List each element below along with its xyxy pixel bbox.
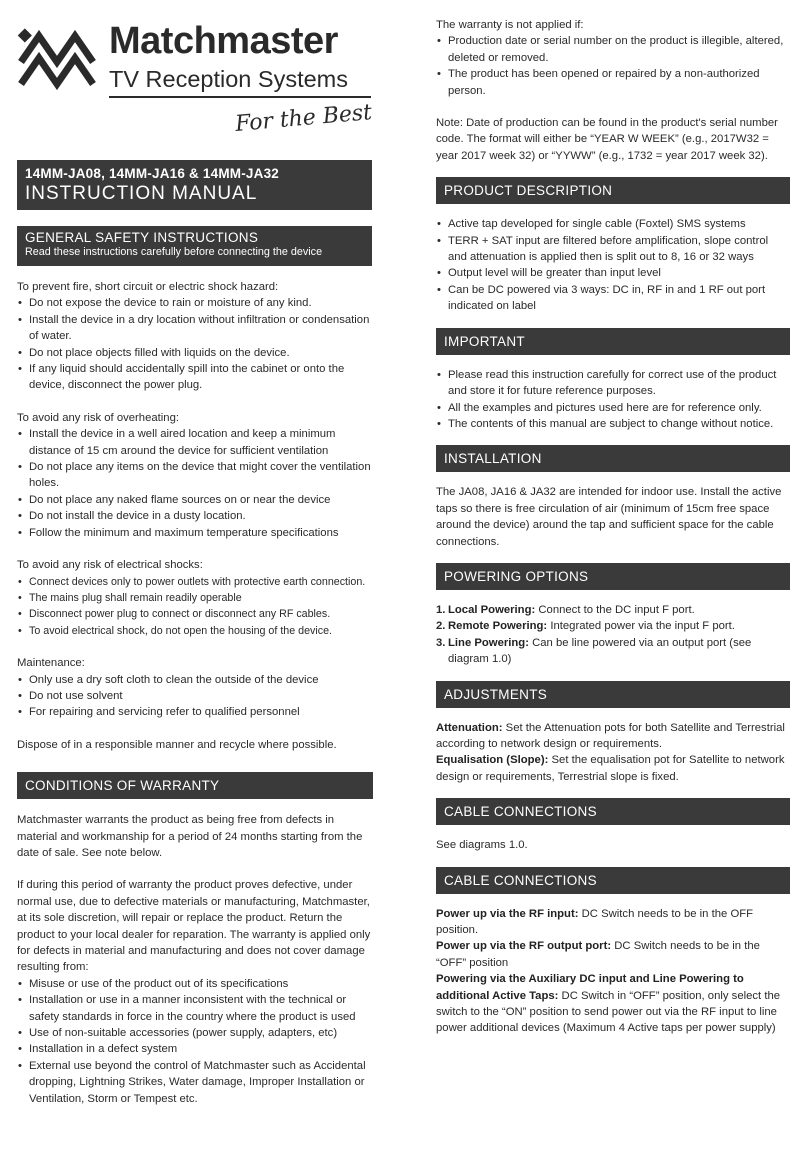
shock-list (17, 574, 373, 640)
dispose-note: Dispose of in a responsible manner and recycle where possible. (17, 738, 337, 751)
list-item: • Use of non-suitable accessories (power supply, adapters, etc) (17, 1025, 373, 1041)
list-item: • Do not place any items on the device that might cover the ventilation holes. (17, 459, 373, 492)
rf-input-label: Power up via the RF input: (436, 907, 579, 920)
document-title: INSTRUCTION MANUAL (25, 183, 258, 204)
item-number: 2. (436, 620, 446, 633)
installation-text: The JA08, JA16 & JA32 are intended for indoor use. Install the active taps so there is free circulation of air (minimum of 15cm free space around the device) around the tap and sufficient space for the cable connections. (436, 486, 782, 548)
equalisation-text (436, 752, 790, 785)
list-item: • Installation in a defect system (17, 1041, 373, 1057)
warranty-p1: Matchmaster warrants the product as being free from defects in material and workmanship for a period of 24 months starting from the date of sale. See note below. (17, 814, 363, 859)
important-header: IMPORTANT (436, 328, 790, 355)
adjustments-header: ADJUSTMENTS (436, 681, 790, 708)
aux-dc-label: Powering via the Auxiliary DC input and Line Powering to additional Active Taps: (436, 973, 744, 1002)
list-item: • Follow the minimum and maximum temperature specifications (17, 525, 373, 541)
brand-tagline: For the Best (234, 100, 373, 137)
document-title-block (17, 160, 372, 210)
list-item: • Install the device in a dry location without infiltration or condensation of water. (17, 312, 373, 345)
left-column (17, 279, 373, 1107)
important-list (436, 367, 790, 433)
item-number: 1. (436, 603, 446, 616)
product-header: PRODUCT DESCRIPTION (436, 177, 790, 204)
warranty-p2: If during this period of warranty the product proves defective, under normal use, due to defective materials or manufacturing, Matchmaster, at its sole discretion, will repair or replace the product. Return the product to your local dealer for reparation. The warranty is applied only for defects in material and manufacturing and does not cover damage resulting from: (17, 879, 371, 974)
list-item (436, 602, 790, 618)
list-item: • If any liquid should accidentally spill into the cabinet or onto the device, disconnect the power plug. (17, 361, 373, 394)
list-item: • For repairing and servicing refer to qualified personnel (17, 704, 373, 720)
list-item: • The mains plug shall remain readily operable (17, 590, 373, 606)
cable-connections-header-2: CABLE CONNECTIONS (436, 867, 790, 894)
list-item: • Misuse or use of the product out of its specifications (17, 976, 373, 992)
attenuation-desc: Set the Attenuation pots for both Satellite and Terrestrial according to network design or requirements. (436, 721, 785, 750)
heat-intro: To avoid any risk of overheating: (17, 411, 180, 424)
safety-header (17, 226, 372, 266)
heat-list (17, 426, 373, 541)
item-text: Can be line powered via an output port (see diagram 1.0) (448, 636, 752, 666)
safety-subtitle: Read these instructions carefully before connecting the device (25, 246, 323, 258)
matchmaster-logo-icon (17, 22, 107, 102)
not-applied-list (436, 33, 790, 99)
list-item: • The product has been opened or repaired by a non-authorized person. (436, 66, 790, 99)
list-item: • Do not expose the device to rain or moisture of any kind. (17, 295, 373, 311)
warranty-list (17, 976, 373, 1107)
list-item: • Can be DC powered via 3 ways: DC in, RF in and 1 RF out port indicated on label (436, 282, 790, 315)
attenuation-label: Attenuation: (436, 721, 503, 734)
list-item: • Output level will be greater than input level (436, 265, 790, 281)
right-column (436, 17, 790, 1037)
list-item (436, 635, 790, 668)
not-applied-intro: The warranty is not applied if: (436, 19, 584, 31)
list-item: • Do not use solvent (17, 688, 373, 704)
list-item: • TERR + SAT input are filtered before amplification, slope control and attenuation is applied then is split out to 8, 16 or 32 ways (436, 233, 790, 266)
list-item: • Do not place objects filled with liquids on the device. (17, 345, 373, 361)
model-numbers: 14MM-JA08, 14MM-JA16 & 14MM-JA32 (25, 166, 279, 181)
list-item: • Connect devices only to power outlets with protective earth connection. (17, 574, 373, 590)
list-item: • Do not install the device in a dusty location. (17, 508, 373, 524)
item-text: Connect to the DC input F port. (535, 603, 695, 616)
maint-intro: Maintenance: (17, 657, 85, 670)
rf-input-text (436, 906, 790, 939)
item-label: Line Powering: (448, 636, 529, 649)
powering-list (436, 602, 790, 668)
warranty-header: CONDITIONS OF WARRANTY (17, 772, 373, 799)
list-item: • Disconnect power plug to connect or disconnect any RF cables. (17, 606, 373, 622)
cable-connections-header-1: CABLE CONNECTIONS (436, 798, 790, 825)
safety-title: GENERAL SAFETY INSTRUCTIONS (25, 230, 259, 245)
equalisation-label: Equalisation (Slope): (436, 754, 549, 767)
product-list (436, 216, 790, 314)
rf-output-desc: DC Switch needs to be in the “OFF” position (436, 940, 760, 969)
list-item: • To avoid electrical shock, do not open the housing of the device. (17, 623, 373, 639)
rf-input-desc: DC Switch needs to be in the OFF position. (436, 907, 754, 936)
list-item: • Only use a dry soft cloth to clean the outside of the device (17, 672, 373, 688)
list-item: • External use beyond the control of Matchmaster such as Accidental dropping, Lightning Strikes, Water damage, Improper Installation or Ventilation, Storm or Tempest etc. (17, 1058, 373, 1107)
list-item (436, 618, 790, 634)
list-item: • Install the device in a well aired location and keep a minimum distance of 15 cm around the device for sufficient ventilation (17, 426, 373, 459)
brand-name: Matchmaster (109, 20, 338, 62)
rf-output-text (436, 938, 790, 971)
fire-intro: To prevent fire, short circuit or electric shock hazard: (17, 281, 279, 293)
brand-subtitle: TV Reception Systems (109, 66, 349, 92)
maint-list (17, 672, 373, 721)
brand-divider (109, 96, 371, 98)
shock-intro: To avoid any risk of electrical shocks: (17, 559, 203, 572)
item-label: Local Powering: (448, 603, 536, 616)
installation-header: INSTALLATION (436, 445, 790, 472)
list-item: • Installation or use in a manner inconsistent with the technical or safety standards in force in the country where the product is used (17, 992, 373, 1025)
aux-dc-desc: DC Switch in “OFF” position, only select the switch to the “ON” position to send power out via the RF input to line power additional devices (Maximum 4 Active taps per power supply) (436, 989, 781, 1035)
brand-logo (17, 22, 373, 140)
list-item: • Please read this instruction carefully for correct use of the product and store it for future reference purposes. (436, 367, 790, 400)
list-item: • Production date or serial number on the product is illegible, altered, deleted or removed. (436, 33, 790, 66)
list-item: • The contents of this manual are subject to change without notice. (436, 416, 790, 432)
aux-dc-text (436, 971, 790, 1037)
powering-header: POWERING OPTIONS (436, 563, 790, 590)
list-item: • All the examples and pictures used here are for reference only. (436, 400, 790, 416)
fire-list (17, 295, 373, 393)
list-item: • Active tap developed for single cable (Foxtel) SMS systems (436, 216, 790, 232)
warranty-note: Note: Date of production can be found in the product's serial number code. The format will either be “YEAR W WEEK” (e.g., 2017W32 = year 2017 week 32) or “YYWW” (e.g., 1732 = year 2017 week 32). (436, 117, 778, 162)
item-label: Remote Powering: (448, 620, 548, 633)
equalisation-desc: Set the equalisation pot for Satellite to network design or requirements, Terrestrial slope is fixed. (436, 754, 785, 783)
attenuation-text (436, 720, 790, 753)
item-number: 3. (436, 636, 446, 649)
rf-output-label: Power up via the RF output port: (436, 940, 612, 953)
list-item: • Do not place any naked flame sources on or near the device (17, 492, 373, 508)
cable-connections-text: See diagrams 1.0. (436, 839, 528, 852)
item-text: Integrated power via the input F port. (547, 620, 735, 633)
